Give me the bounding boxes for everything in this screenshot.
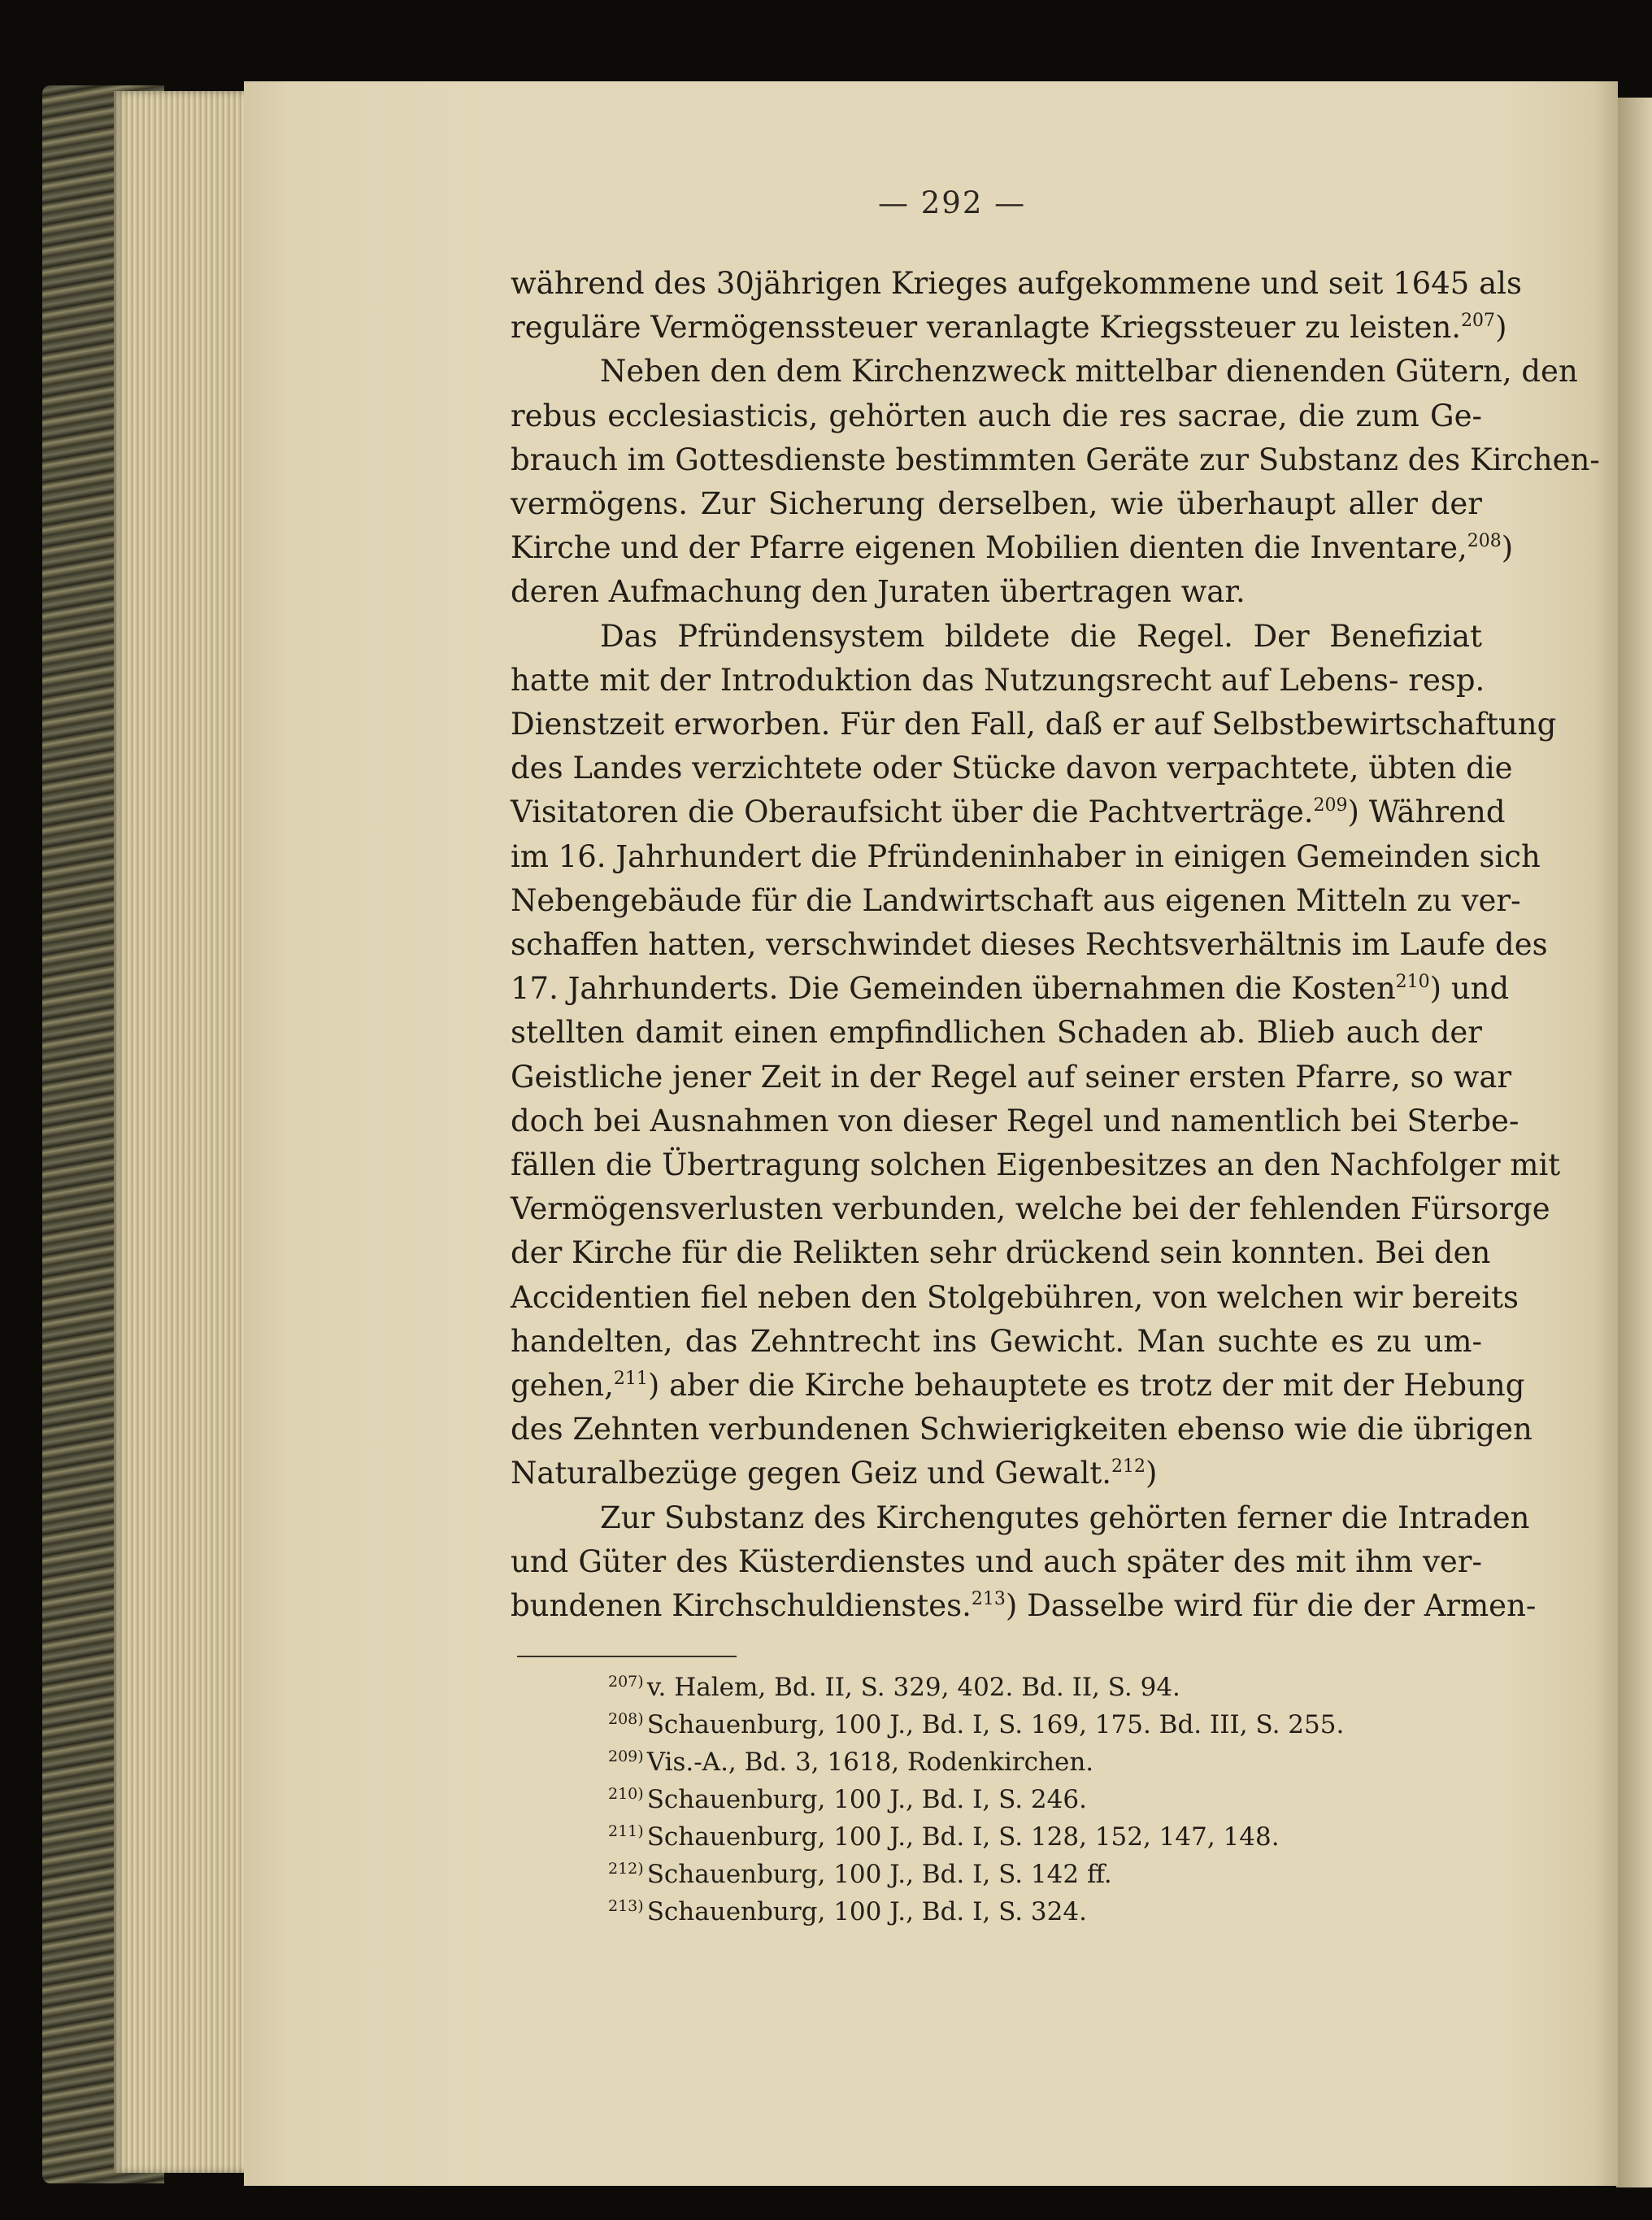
text-line: gehen,$^{211}$) aber die Kirche behauptete es trotz der mit der Hebung bbox=[511, 1368, 1525, 1404]
footnote-rule bbox=[517, 1656, 737, 1657]
footnote-number: 209) bbox=[608, 1748, 644, 1765]
facing-page-edge bbox=[1616, 98, 1652, 2187]
text-line: doch bei Ausnahmen von dieser Regel und namentlich bei Sterbe- bbox=[511, 1103, 1519, 1138]
footnote-number: 208) bbox=[608, 1710, 644, 1728]
footnote-number: 211) bbox=[608, 1822, 644, 1840]
footnote-number: 213) bbox=[608, 1897, 644, 1915]
footnote-text: Vis.-A., Bd. 3, 1618, Rodenkirchen. bbox=[646, 1748, 1094, 1777]
page-number: — 292 — bbox=[878, 185, 1027, 220]
text-line: bundenen Kirchschuldienstes.$^{213}$) Dasselbe wird für die der Armen- bbox=[511, 1588, 1537, 1624]
footnote bbox=[608, 1818, 1502, 1856]
footnote-ref: 208 bbox=[1467, 531, 1502, 552]
text-line: im 16. Jahrhundert die Pfründeninhaber in einigen Gemeinden sich bbox=[511, 838, 1541, 874]
text-line: deren Aufmachung den Juraten übertragen war. bbox=[511, 574, 1246, 610]
text-line: handelten, das Zehntrecht ins Gewicht. Man suchte es zu um- bbox=[511, 1323, 1482, 1359]
text-line: rebus ecclesiasticis, gehörten auch die res sacrae, die zum Ge- bbox=[511, 398, 1482, 433]
text-line: reguläre Vermögenssteuer veranlagte Kriegssteuer zu leisten.$^{207}$) bbox=[511, 310, 1507, 346]
footnote-ref: 212 bbox=[1111, 1456, 1146, 1478]
text-line: während des 30jährigen Krieges aufgekommene und seit 1645 als bbox=[511, 266, 1522, 301]
text-line: Dienstzeit erworben. Für den Fall, daß er auf Selbstbewirtschaftung bbox=[511, 707, 1557, 742]
body-text bbox=[511, 262, 1600, 1628]
text-line: Geistliche jener Zeit in der Regel auf seiner ersten Pfarre, so war bbox=[511, 1059, 1512, 1095]
text-line: des Zehnten verbundenen Schwierigkeiten ebenso wie die übrigen bbox=[511, 1412, 1532, 1447]
footnote-ref: 210 bbox=[1395, 972, 1430, 993]
footnote bbox=[608, 1893, 1502, 1931]
text-line: Neben den dem Kirchenzweck mittelbar dienenden Gütern, den bbox=[600, 354, 1578, 390]
text-line: der Kirche für die Relikten sehr drückend sein konnten. Bei den bbox=[511, 1235, 1491, 1271]
footnote bbox=[608, 1781, 1502, 1818]
footnote-number: 210) bbox=[608, 1785, 644, 1803]
footnote-text: Schauenburg, 100 J., Bd. I, S. 128, 152, 147, 148. bbox=[646, 1822, 1280, 1852]
text-line: Zur Substanz des Kirchengutes gehörten ferner die Intraden bbox=[600, 1500, 1530, 1535]
text-line: Accidentien fiel neben den Stolgebühren, von welchen wir bereits bbox=[511, 1279, 1519, 1315]
text-line: fällen die Übertragung solchen Eigenbesitzes an den Nachfolger mit bbox=[511, 1147, 1561, 1183]
text-line: vermögens. Zur Sicherung derselben, wie überhaupt aller der bbox=[511, 486, 1482, 522]
text-line: schaffen hatten, verschwindet dieses Rechtsverhältnis im Laufe des bbox=[511, 927, 1548, 963]
footnote bbox=[608, 1856, 1502, 1893]
text-line: stellten damit einen empfindlichen Schaden ab. Blieb auch der bbox=[511, 1015, 1482, 1051]
footnote-ref: 213 bbox=[971, 1589, 1006, 1610]
text-line: des Landes verzichtete oder Stücke davon verpachtete, übten die bbox=[511, 751, 1513, 786]
footnote bbox=[608, 1743, 1502, 1781]
text-line: und Güter des Küsterdienstes und auch später des mit ihm ver- bbox=[511, 1543, 1482, 1579]
footnote bbox=[608, 1706, 1502, 1743]
text-line: Naturalbezüge gegen Geiz und Gewalt.$^{212}$) bbox=[511, 1456, 1158, 1491]
text-line: 17. Jahrhunderts. Die Gemeinden übernahmen die Kosten$^{210}$) und bbox=[511, 971, 1510, 1007]
footnote-ref: 207 bbox=[1461, 311, 1496, 332]
text-line: Das Pfründensystem bildete die Regel. Der Benefiziat bbox=[600, 618, 1482, 654]
text-line: Vermögensverlusten verbunden, welche bei der fehlenden Fürsorge bbox=[511, 1191, 1550, 1227]
page-stack-edges bbox=[114, 91, 256, 2173]
footnote-text: v. Halem, Bd. II, S. 329, 402. Bd. II, S. 94. bbox=[646, 1673, 1180, 1702]
text-line: Nebengebäude für die Landwirtschaft aus eigenen Mitteln zu ver- bbox=[511, 882, 1521, 918]
footnotes bbox=[608, 1669, 1502, 1931]
text-line: brauch im Gottesdienste bestimmten Geräte zur Substanz des Kirchen- bbox=[511, 442, 1600, 477]
text-line: hatte mit der Introduktion das Nutzungsrecht auf Lebens- resp. bbox=[511, 662, 1485, 698]
footnote-text: Schauenburg, 100 J., Bd. I, S. 142 ff. bbox=[646, 1860, 1112, 1889]
footnote-number: 207) bbox=[608, 1673, 644, 1691]
text-line: Kirche und der Pfarre eigenen Mobilien dienten die Inventare,$^{208}$) bbox=[511, 530, 1514, 566]
footnote-ref: 209 bbox=[1313, 795, 1348, 816]
footnote-text: Schauenburg, 100 J., Bd. I, S. 324. bbox=[646, 1897, 1087, 1926]
footnote-text: Schauenburg, 100 J., Bd. I, S. 169, 175. Bd. III, S. 255. bbox=[646, 1710, 1345, 1739]
footnote bbox=[608, 1669, 1502, 1706]
footnote-number: 212) bbox=[608, 1860, 644, 1878]
footnote-ref: 211 bbox=[613, 1369, 648, 1390]
footnote-text: Schauenburg, 100 J., Bd. I, S. 246. bbox=[646, 1785, 1087, 1814]
text-line: Visitatoren die Oberaufsicht über die Pachtverträge.$^{209}$) Während bbox=[511, 794, 1506, 830]
